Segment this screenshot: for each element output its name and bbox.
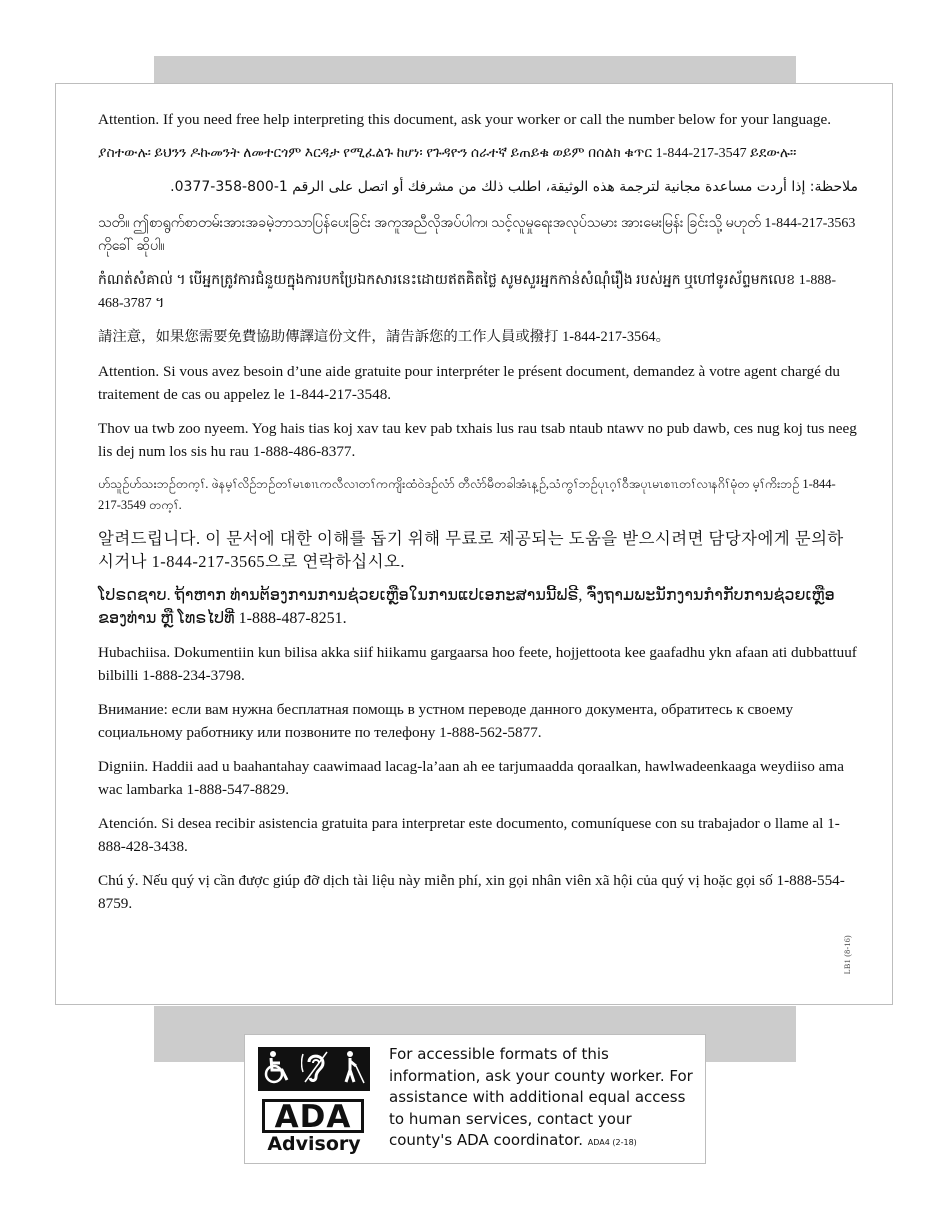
notice-hmong: Thov ua twb zoo nyeem. Yog hais tias koj xav tau kev pab txhais lus rau tsab ntaub ntawv no pub dawb, ces nug koj tus neeg lis dej num los sis hu rau 1-888-486-8377. bbox=[98, 420, 857, 460]
ada-advisory-message: For accessible formats of this information, ask your county worker. For assistance with additional equal access to human services, contact your county's ADA coordinator. bbox=[389, 1045, 693, 1150]
ada-advisory-box bbox=[244, 1034, 706, 1164]
notice-amharic: ያስተውሉ፡ ይህንን ዶኩመንት ለመተርጎም እርዳታ የሚፈልጉ ከሆነ፡ የጉዳዮን ሰራተኛ ይጠይቁ ወይም በሰልክ ቁጥር 1-844-217-3547 ይደውሉ። bbox=[98, 146, 797, 161]
notice-burmese: သတိ။ ဤစာရွက်စာတမ်းအားအခမဲ့ဘာသာပြန်ပေးခြင်း အကူအညီလိုအပ်ပါက၊ သင့်လူမှုရေးအလုပ်သမား အားမေးမြန်း ခြင်းသို့ မဟုတ် 1-844-217-3563 ကိုခေါ် ဆိုပါ။ bbox=[98, 216, 856, 254]
hearing-icon bbox=[301, 1050, 329, 1089]
notice-oromo: Hubachiisa. Dokumentiin kun bilisa akka siif hiikamu gargaarsa hoo feete, hojjettoota kee gaafadhu ykn afaan ati dubbattuuf bilbilli 1-888-234-3798. bbox=[98, 644, 857, 684]
ada-form-code: ADA4 (2-18) bbox=[587, 1138, 637, 1148]
ada-logo bbox=[258, 1047, 370, 1157]
language-notice-box bbox=[55, 83, 893, 1005]
notice-korean: 알려드립니다. 이 문서에 대한 이해를 돕기 위해 무료로 제공되는 도움을 받으시려면 담당자에게 문의하시거나 1-844-217-3565으로 연락하십시오. bbox=[98, 529, 844, 571]
notice-arabic: ملاحظة: إذا أردت مساعدة مجانية لترجمة هذه الوثيقة، اطلب ذلك من مشرفك أو اتصل على الرقم 1-800-358-0377. bbox=[170, 179, 858, 195]
ada-advisory-word: Advisory bbox=[267, 1133, 361, 1155]
notice-somali: Digniin. Haddii aad u baahantahay caawimaad lacag-la’aan ah ee tarjumaadda qoraalkan, hawlwadeenkaaga weydiiso ama wac lambarka 1-888-547-8829. bbox=[98, 758, 844, 798]
wheelchair-icon bbox=[262, 1050, 292, 1089]
notice-lao: ໂປຣດຊາບ. ຖ້າຫາກ ທ່ານຕ້ອງການການຊ່ວຍເຫຼືອໃນການແປເອກະສານນີ້ຟຣີ, ຈົ່ງຖາມພະນັກງານກຳກັບການຊ່ວຍເຫຼືອ ຂອງທ່ານ ຫຼື ໂທຣໄປທີ່ 1-888-487-8251. bbox=[98, 587, 835, 627]
notice-chinese: 請注意，如果您需要免費協助傳譯這份文件，請告訴您的工作人員或撥打 1-844-217-3564。 bbox=[98, 329, 671, 345]
form-code: LB1 (8-16) bbox=[843, 934, 852, 974]
notice-english: Attention. If you need free help interpreting this document, ask your worker or call the number below for your language. bbox=[98, 111, 831, 128]
notice-khmer: កំណត់សំគាល់ ។ បើអ្នកត្រូវការជំនួយក្នុងការបកប្រែឯកសារនេះដោយឥតគិតថ្លៃ សូមសួរអ្នកកាន់សំណុំរឿង របស់អ្នក ឬហៅទូរស័ព្ទមកលេខ 1-888-468-3787 ។ bbox=[98, 273, 837, 311]
ada-advisory-text bbox=[389, 1044, 699, 1154]
top-gray-bar bbox=[154, 56, 796, 84]
ada-icon-strip bbox=[258, 1047, 370, 1091]
notice-vietnamese: Chú ý. Nếu quý vị cần được giúp đỡ dịch tài liệu này miễn phí, xin gọi nhân viên xã hội của quý vị hoặc gọi số 1-888-554-8759. bbox=[98, 872, 845, 912]
ada-letters: ADA bbox=[262, 1099, 364, 1133]
notice-french: Attention. Si vous avez besoin d’une aide gratuite pour interpréter le présent document, demandez à votre agent chargé du traitement de cas ou appelez le 1-844-217-3548. bbox=[98, 363, 840, 403]
notice-spanish: Atención. Si desea recibir asistencia gratuita para interpretar este documento, comuníquese con su trabajador o llame al 1-888-428-3438. bbox=[98, 815, 840, 855]
notice-russian: Внимание: если вам нужна бесплатная помощь в устном переводе данного документа, обратитесь к своему социальному работнику или позвоните по телефону 1-888-562-5877. bbox=[98, 701, 794, 741]
language-notice-list bbox=[98, 108, 858, 926]
notice-karen: ဟ်သူဉ်ဟ်သးဘဉ်တက့ၢ်. ဖဲနမ့ၢ်လိဉ်ဘဉ်တၢ်မၤစၢၤကလီလၢတၢ်ကကျိးထံဝဲဒဉ်လံာ် တီလံာ်မီတခါအံၤန့ဉ်,သံကွၢ်ဘဉ်ပုၤဂ့ၢ်ဝီအပုၤမၤစၢၤတၢ်လၢနဂိၢ်မုံတ မ့ၢ်ကိးဘဉ် 1-844-217-3549 တက့ၢ်. bbox=[98, 477, 836, 512]
blind-cane-icon bbox=[338, 1050, 366, 1089]
